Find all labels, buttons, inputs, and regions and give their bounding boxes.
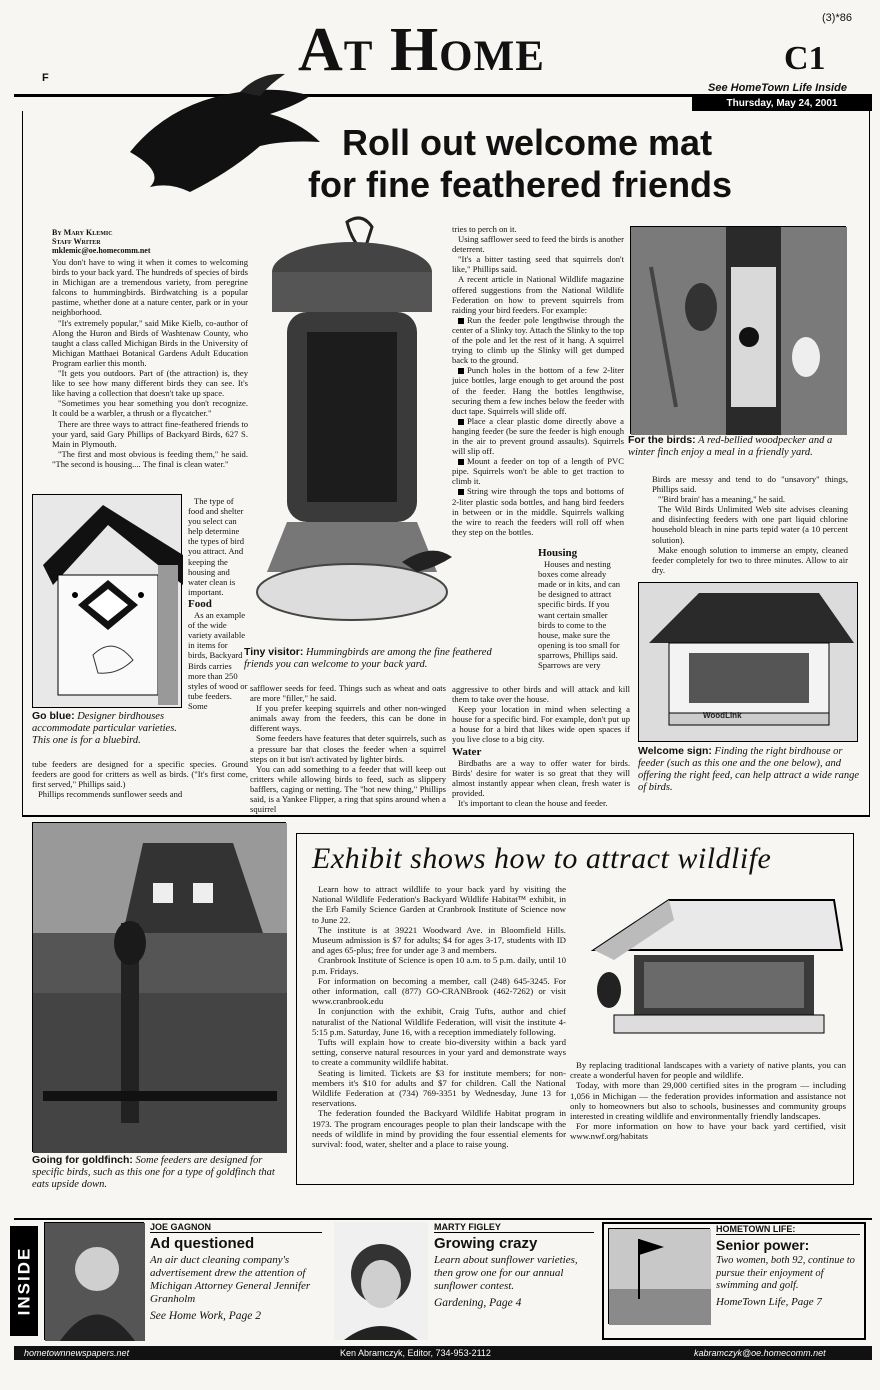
bullet-item xyxy=(452,315,624,365)
inside-title: Growing crazy xyxy=(434,1235,538,1252)
headline xyxy=(308,122,860,206)
feeder-caption xyxy=(244,646,506,671)
tagline: See HomeTown Life Inside xyxy=(708,82,847,94)
caption-label: Tiny visitor: xyxy=(244,646,304,658)
lead-col3 xyxy=(452,224,624,537)
lead-para: safflower seeds for feed. Things such as wheat and oats are more "filler," he said. xyxy=(250,683,446,704)
hummingbird-feeder-photo xyxy=(252,212,452,648)
lead-col1-bottom xyxy=(32,759,248,799)
lead-para: A recent article in National Wildlife magazine offered suggestions from the National Wildlife Federation on how to prevent squirrels from raiding your bird feeders. For example: xyxy=(452,274,624,315)
exhibit-para: The institute is at 39221 Woodward Ave. in Bloomfield Hills. Museum admission is $7 for adults; $4 for ages 3-17, students with ID and ages 65-plus; free for under age 3 and members. xyxy=(312,924,566,956)
caption-label: Going for goldfinch: xyxy=(32,1154,133,1166)
lead-para: If you prefer keeping squirrels and other non-winged animals away from the feeders, this can be done in different ways. xyxy=(250,703,446,734)
bullet-icon xyxy=(458,459,464,465)
housing-subhead: Housing xyxy=(538,547,578,559)
lead-para: There are three ways to attract fine-feathered friends to your yard, said Gary Phillips of Backyard Birds, 627 S. Main in Plymouth. xyxy=(52,418,248,449)
bullet-icon xyxy=(458,489,464,495)
welcome-caption xyxy=(638,745,864,794)
section-title: At Home xyxy=(298,16,545,84)
section-divider xyxy=(22,815,870,817)
lead-para: tries to perch on it. xyxy=(452,224,517,234)
bullet-text: Run the feeder pole lengthwise through the center of a Slinky toy. Attach the Slinky to the top of the pole and let the rest of it hang. A squirrel trying to climb up the Slinky will get dumped back to the ground. xyxy=(452,314,625,366)
inside-item-1[interactable] xyxy=(150,1222,322,1322)
exhibit-para: Today, with more than 29,000 certified sites in the program — including 1,056 in Michigan — the federation provides information and assistance not only to homeowners but also to schools, businesses and community groups interested in creating wildlife and environmentally friendly landscapes. xyxy=(570,1080,846,1122)
bullet-icon xyxy=(458,419,464,425)
exhibit-para: The federation founded the Backyard Wildlife Habitat program in 1973. The program encourages people to plan their landscape with the needs of wildlife in mind by providing the four essential elements for survival: food, water, shelter and a place to raise young. xyxy=(312,1108,566,1150)
caption-label: For the birds: xyxy=(628,434,696,446)
lead-para: aggressive to other birds and will attack and kill them to take over the house. xyxy=(452,684,630,705)
food-subhead: Food xyxy=(188,597,212,610)
caption-text: Designer birdhouses accommodate particular varieties. This one is for a bluebird. xyxy=(32,711,177,746)
footer-editor: Ken Abramczyk, Editor, 734-953-2112 xyxy=(340,1348,491,1358)
water-subhead: Water xyxy=(452,745,482,758)
exhibit-para: For information on becoming a member, call (248) 645-3245. For other information, call (877) GO-CRANBrook (462-7262) or visit www.cranbrook.edu xyxy=(312,975,566,1007)
house-feeder-photo xyxy=(638,582,858,742)
lead-para: It's important to clean the house and feeder. xyxy=(458,798,608,809)
bullet-item xyxy=(452,456,624,486)
bullet-item xyxy=(452,486,624,536)
bullet-item xyxy=(452,416,624,456)
bullet-text: Place a clear plastic dome directly above a hanging feeder (be sure the feeder is high enough in the air to prevent ground assaults). Squirrels will slip off. xyxy=(452,415,624,457)
inside-item-3[interactable] xyxy=(716,1224,860,1308)
date-bar xyxy=(692,97,872,111)
portrait-illustration xyxy=(334,1222,428,1340)
lead-para: Using safflower seed to feed the birds is another deterrent. xyxy=(452,234,624,255)
inside-title: Senior power: xyxy=(716,1237,810,1253)
woodpecker-caption xyxy=(628,434,852,459)
footer-bar xyxy=(14,1346,872,1360)
footer-website[interactable]: hometownnewspapers.net xyxy=(24,1348,130,1358)
platform-feeder-photo xyxy=(574,880,844,1050)
page-number: C1 xyxy=(784,40,826,77)
issue-date: Thursday, May 24, 2001 xyxy=(726,98,838,109)
feeder-illustration xyxy=(252,212,452,648)
bullet-text: Mount a feeder on top of a length of PVC pipe. Squirrels won't be able to get traction to climb it. xyxy=(452,456,624,487)
inside-text: Learn about sunflower varieties, then grow one for our annual sunflower contest. xyxy=(434,1254,578,1292)
goldfinch-photo xyxy=(32,822,286,1152)
portrait-illustration xyxy=(45,1223,145,1341)
exhibit-para: Learn how to attract wildlife to your back yard by visiting the National Wildlife Federation's Backyard Wildlife Habitat™ exhibit, in the Erb Family Science Garden at Cranbrook Institute of Science now to June 22. xyxy=(312,884,566,925)
lead-para: Some feeders have features that deter squirrels, such as a pressure bar that closes the feeder when a squirrel steps on it but isn't activated by lighter birds. xyxy=(250,733,446,764)
lead-para: Birds are messy and tend to do "unsavory" things, Phillips said. xyxy=(652,474,848,495)
inside-item-2[interactable] xyxy=(434,1222,594,1309)
house-feeder-label: WoodLink xyxy=(703,711,742,720)
exhibit-para: Tufts will explain how to create bio-diversity within a back yard setting, conserve natural resources in your yard and demonstrate ways to create a community wildlife habitat. xyxy=(312,1037,566,1068)
lead-col1-narrow xyxy=(188,496,248,711)
headline-line-1: Roll out welcome mat xyxy=(342,122,713,163)
inside-photo-1 xyxy=(44,1222,144,1340)
lead-para: As an example of the wide variety available in items for birds, Backyard Birds carries more than 250 styles of wood or tube feeders. Some xyxy=(188,610,248,711)
lead-para: "It gets you outdoors. Part of (the attraction) is, they like to see how many different birds they can see. It's like having a collection that doesn't take up space. xyxy=(52,368,248,399)
lead-para: "The first and most obvious is feeding them," he said. "The second is housing.... The final is clean water." xyxy=(52,448,248,469)
lead-para: Keep your location in mind when selecting a house for a specific bird. For example, don't put up a house for a bird that likes wide open spaces if you live close to a big city. xyxy=(452,704,630,745)
lead-para: The type of food and shelter you select can help determine the types of bird you attract. And keeping the housing and water clean is important. xyxy=(188,496,245,597)
inside-kicker: JOE GAGNON xyxy=(150,1222,322,1233)
footer-email[interactable]: kabramczyk@oe.homecomm.net xyxy=(694,1348,826,1358)
headline-line-2: for fine feathered friends xyxy=(308,164,733,205)
goldfinch-illustration xyxy=(33,823,287,1153)
inside-text: Two women, both 92, continue to pursue their enjoyment of swimming and golf. xyxy=(716,1255,855,1291)
goldfinch-caption xyxy=(32,1154,292,1191)
bullet-text: Punch holes in the bottom of a few 2-liter juice bottles, large enough to get around the post of the feeder. Hang the bottles lengthwise, securing them a few inches below the feeder with duct tape. Squirrels will slide off. xyxy=(452,365,624,416)
exhibit-para: By replacing traditional landscapes with a variety of native plants, you can create a wonderful haven for people and wildlife. xyxy=(570,1060,846,1081)
bullet-text: String wire through the tops and bottoms of 2-liter plastic soda bottles, and hang bird feeders in between or in the middle. Squirrels walking the wire to reach the feeders will roll off when they step on the bottles. xyxy=(452,486,624,537)
page-letter: F xyxy=(42,72,49,84)
inside-ref[interactable]: See Home Work, Page 2 xyxy=(150,1310,262,1322)
lead-para: "It's extremely popular," said Mike Kielb, co-author of Along the Huron and Birds of Washtenaw County, who taught a class called Michigan Birds in the University of Michigan Matthaei Botanical Gardens Adult Education Program earlier this month. xyxy=(52,317,248,368)
house-feeder-illustration xyxy=(639,583,859,743)
lead-para: Houses and nesting boxes come already made or in kits, and can be designed to attract specific birds. If you want certain smaller birds to come to the house, make sure the opening is too small for sparrows, Phillips said. Sparrows are very xyxy=(538,559,621,671)
woodpecker-photo xyxy=(630,226,846,434)
lead-col4 xyxy=(652,474,848,575)
inside-photo-2 xyxy=(334,1222,428,1340)
caption-text: Finding the right birdhouse or feeder (such as this one and the one below), and offering the right feed, can help attract a wide range of birds. xyxy=(638,746,860,793)
lead-para: You don't have to wing it when it comes to welcoming birds to your back yard. The hundreds of species of birds in Michigan are a tremendous variety, from peregrine falcons to hummingbirds. Birdwatching is a popular pastime, whether done at a nature center, park or in your neighborhood. xyxy=(52,257,248,318)
lead-para: "Sometimes you hear something you don't recognize. It could be a warbler, a thrush or a flycatcher." xyxy=(52,398,248,419)
platform-feeder-illustration xyxy=(574,880,844,1050)
inside-label xyxy=(10,1226,38,1336)
birdhouse-illustration xyxy=(33,495,183,709)
lead-para: The Wild Birds Unlimited Web site advises cleaning and disinfecting feeders with one part liquid chlorine household bleach in nine parts tepid water (a 10 percent solution). xyxy=(652,504,848,545)
caption-label: Go blue: xyxy=(32,710,75,722)
bullet-icon xyxy=(458,318,464,324)
inside-kicker: HOMETOWN LIFE: xyxy=(716,1224,860,1235)
exhibit-para: Cranbrook Institute of Science is open 10 a.m. to 5 p.m. daily, until 10 p.m. Fridays. xyxy=(312,955,566,976)
lead-para: You can add something to a feeder that will keep out critters while allowing birds to feed, such as slippery bafflers, caging or netting. The "hot new thing," Phillips said, is a Yankee Flipper, a ring that spins around when a squirrel xyxy=(250,763,446,815)
housing-cont xyxy=(452,684,630,808)
lead-para: tube feeders are designed for a specific species. Ground feeders are good for critters as well as birds. ("It's first come, first served," Phillips said.) xyxy=(32,759,248,790)
inside-label-text: INSIDE xyxy=(14,1246,33,1316)
woodpecker-illustration xyxy=(631,227,847,435)
birdhouse-caption xyxy=(32,710,188,747)
inside-text: An air duct cleaning company's advertisement drew the attention of Michigan Attorney General Jennifer Granholm xyxy=(150,1254,311,1305)
bullet-item xyxy=(452,365,624,415)
lead-para: Make enough solution to immerse an empty, cleaned feeder completely for two to three minutes. Allow to air dry. xyxy=(652,544,848,575)
byline xyxy=(52,228,151,255)
inside-title: Ad questioned xyxy=(150,1235,255,1252)
inside-ref[interactable]: HomeTown Life, Page 7 xyxy=(716,1295,822,1308)
golf-illustration xyxy=(609,1229,711,1325)
lead-para: "It's a bitter tasting seed that squirrels don't like," Phillips said. xyxy=(452,254,624,275)
exhibit-body xyxy=(312,884,566,1149)
inside-top-rule xyxy=(14,1218,872,1220)
caption-text: Hummingbirds are among the fine feathered friends you can welcome to your back yard. xyxy=(244,647,492,670)
inside-photo-3 xyxy=(608,1228,710,1324)
lead-col2 xyxy=(250,683,446,814)
housing-section xyxy=(538,546,622,670)
inside-ref[interactable]: Gardening, Page 4 xyxy=(434,1297,522,1309)
birdhouse-photo xyxy=(32,494,182,708)
lead-para: Phillips recommends sunflower seeds and xyxy=(38,789,183,800)
inside-kicker: MARTY FIGLEY xyxy=(434,1222,594,1233)
page-code: (3)*86 xyxy=(822,12,852,24)
bullet-icon xyxy=(458,368,464,374)
exhibit-para: Seating is limited. Tickets are $3 for institute members; for non-members it's $10 for adults and $7 for children. Call the National Wildlife Federation at (734) 769-3351 by Wednesday, June 13 for reservations. xyxy=(312,1067,566,1109)
caption-label: Welcome sign: xyxy=(638,745,712,757)
exhibit-right xyxy=(570,1060,846,1142)
lead-col1-top xyxy=(52,257,248,469)
exhibit-para: In conjunction with the exhibit, Craig Tufts, author and chief naturalist of the National Wildlife Federation, will visit the institute 4-5:15 p.m. Saturday, June 16, with a reception immediately following. xyxy=(312,1006,566,1037)
byline-email: mklemic@oe.homecomm.net xyxy=(52,246,151,255)
lead-para: Birdbaths are a way to offer water for birds. Birds' desire for water is so great that they will almost instantly appear when clean, fresh water is provided. xyxy=(452,757,630,798)
exhibit-para: For more information on how to have your back yard certified, visit www.nwf.org/habitats xyxy=(570,1121,846,1142)
byline-title: Staff Writer xyxy=(52,237,101,246)
byline-name: By Mary Klemic xyxy=(52,228,113,237)
caption-text: A red-bellied woodpecker and a winter finch enjoy a meal in a friendly yard. xyxy=(628,435,833,458)
lead-para: "'Bird brain' has a meaning," he said. xyxy=(658,494,786,505)
caption-text: Some feeders are designed for specific birds, such as this one for a type of goldfinch that eats upside down. xyxy=(32,1155,275,1190)
exhibit-headline: Exhibit shows how to attract wildlife xyxy=(312,842,772,875)
